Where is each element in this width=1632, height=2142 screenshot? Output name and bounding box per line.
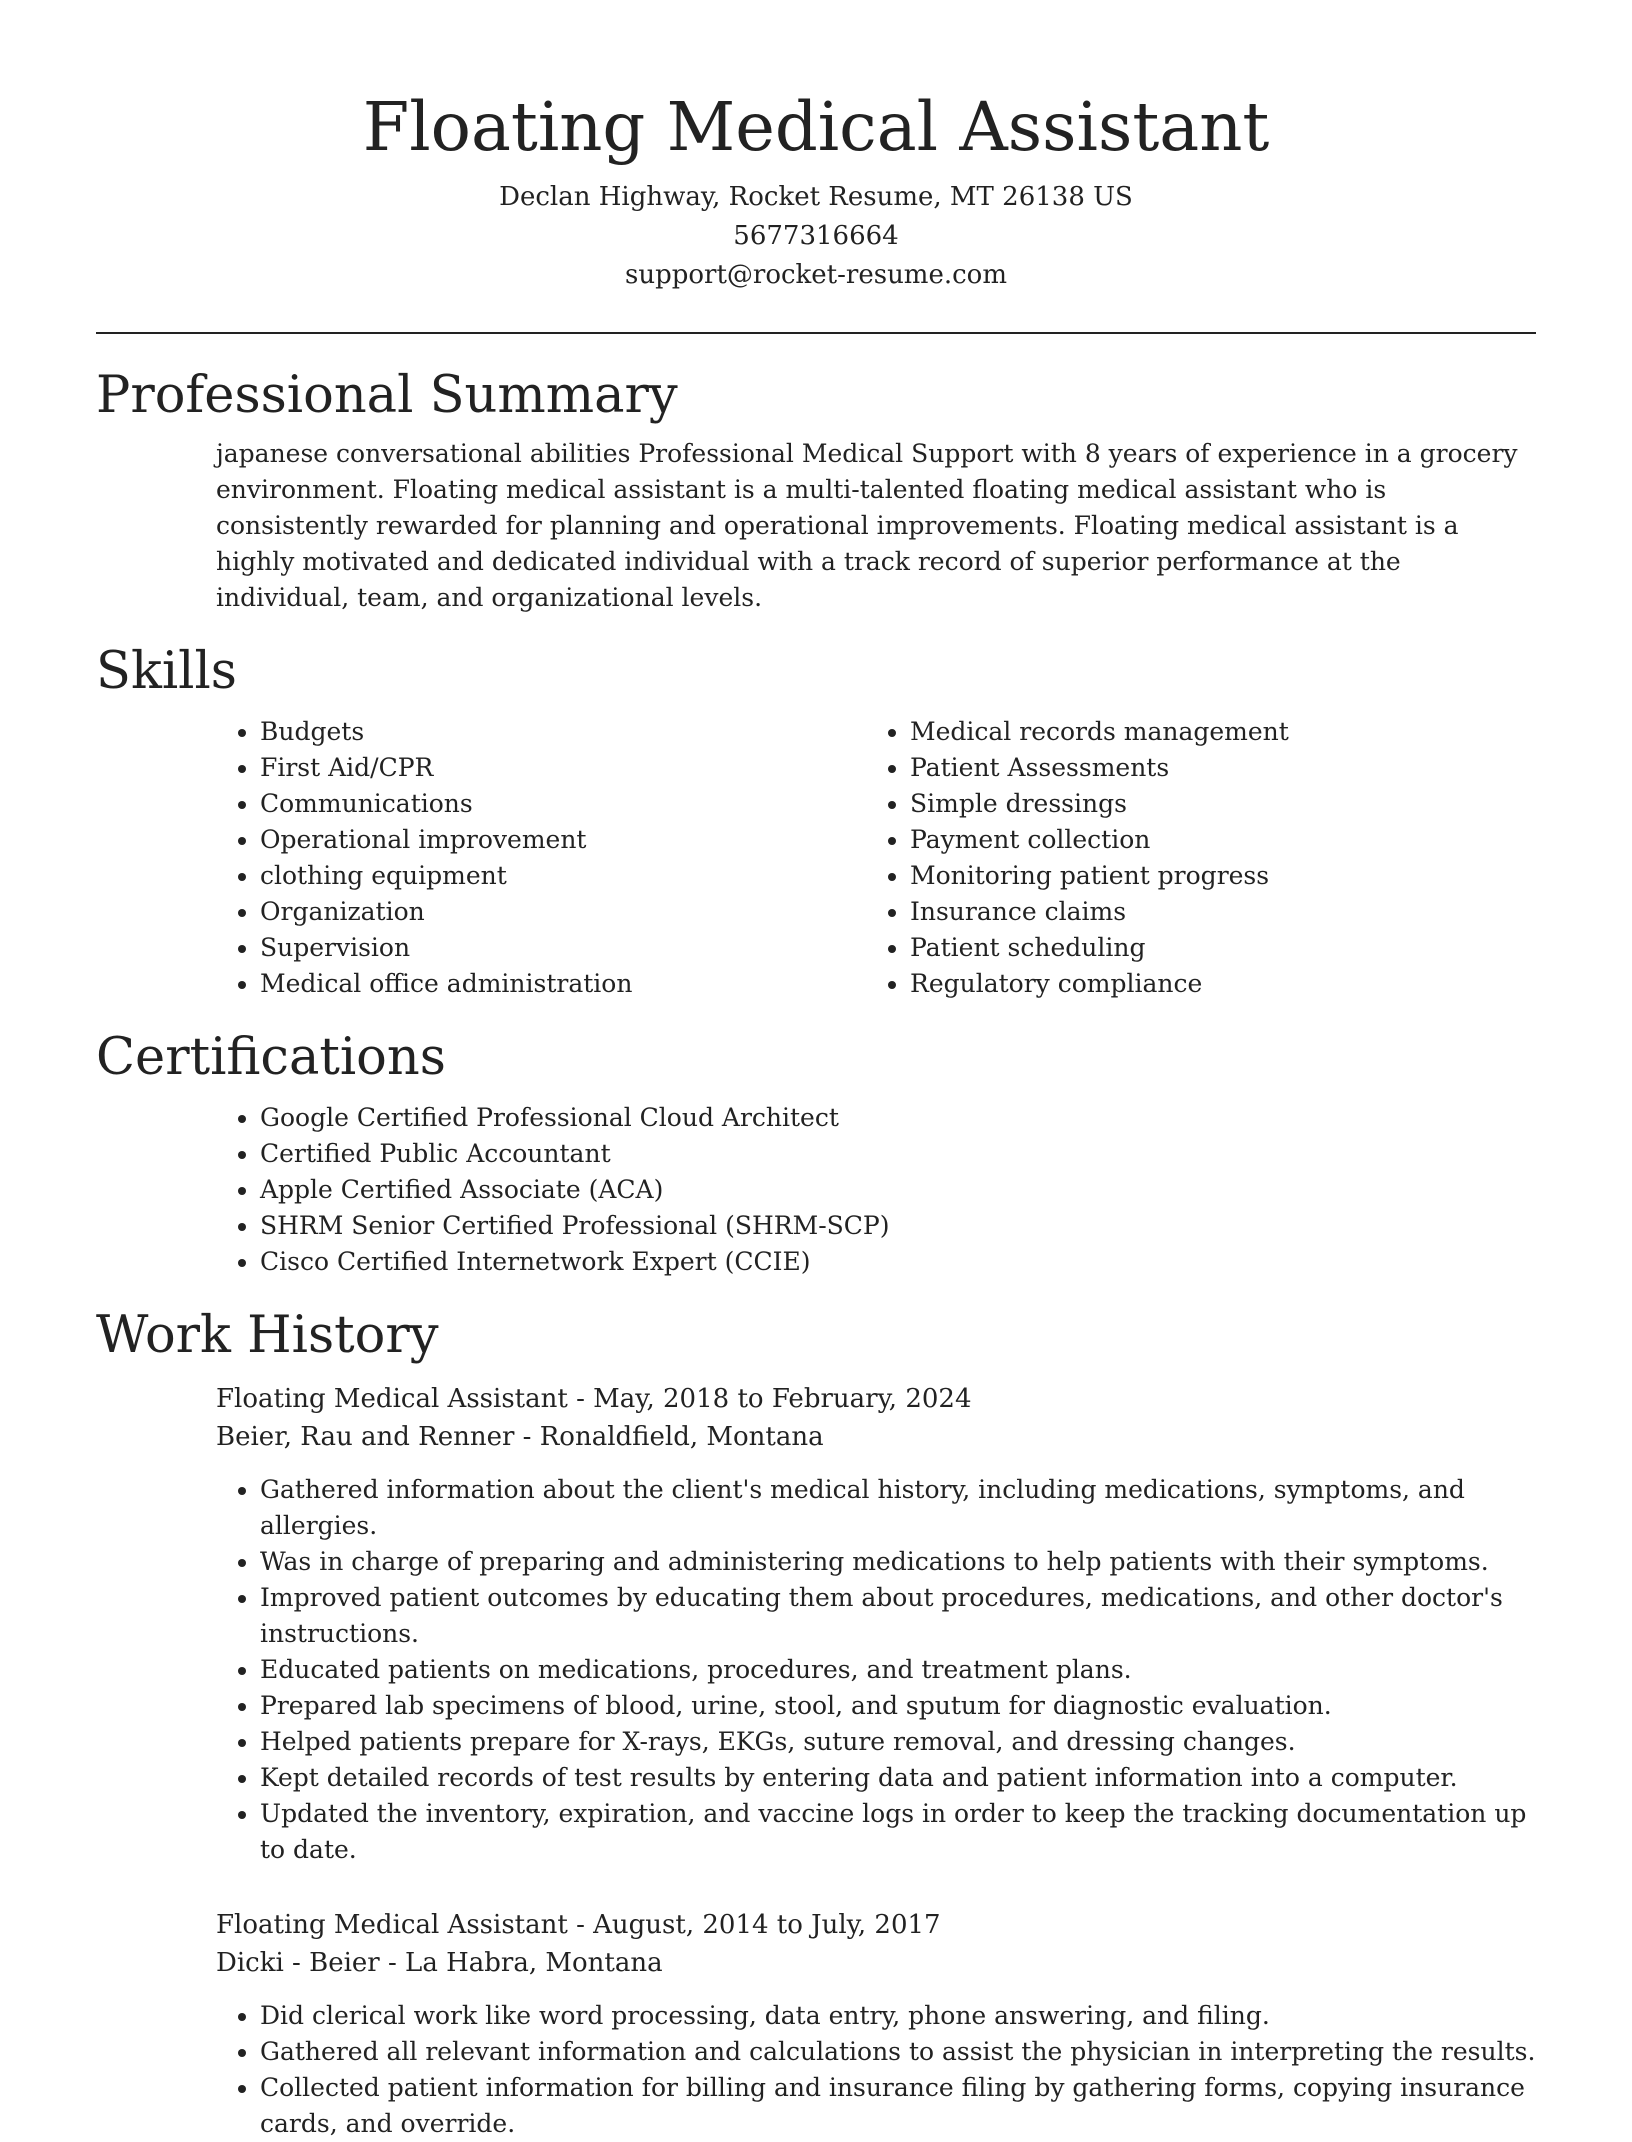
- skills-columns: [216, 714, 1536, 1002]
- job-title-line: [216, 1380, 1536, 1418]
- job-bullets: [216, 1998, 1536, 2142]
- skill-item: • Monitoring patient progress: [910, 858, 1516, 894]
- job-location: - La Habra, Montana: [379, 1948, 663, 1978]
- skill-item: • Operational improvement: [260, 822, 866, 858]
- job-company: Beier, Rau and Renner: [216, 1422, 515, 1452]
- job-bullet: • Did clerical work like word processing, data entry, phone answering, and filing.: [260, 1998, 1536, 2034]
- summary-heading: Professional Summary: [96, 366, 678, 425]
- job-company: Dicki - Beier: [216, 1948, 380, 1978]
- skill-item: • Insurance claims: [910, 894, 1516, 930]
- skill-item: • Simple dressings: [910, 786, 1516, 822]
- phone: 5677316664: [733, 221, 899, 251]
- skill-item: • Budgets: [260, 714, 866, 750]
- summary-section: [96, 364, 1536, 616]
- skill-item: • First Aid/CPR: [260, 750, 866, 786]
- skill-item: • Organization: [260, 894, 866, 930]
- certifications-heading: Certifications: [96, 1028, 446, 1087]
- certification-item: • Google Certified Professional Cloud Architect: [260, 1100, 1536, 1136]
- job-bullet: • Was in charge of preparing and administering medications to help patients with their symptoms.: [260, 1544, 1536, 1580]
- job-entry: [216, 1380, 1536, 1868]
- job-bullet: • Educated patients on medications, procedures, and treatment plans.: [260, 1652, 1536, 1688]
- skills-column-right: [866, 714, 1516, 1002]
- skill-item: • Communications: [260, 786, 866, 822]
- skills-list-right: [866, 714, 1516, 1002]
- job-dates: - May, 2018 to February, 2024: [567, 1384, 972, 1414]
- certification-item: • Cisco Certified Internetwork Expert (CCIE): [260, 1244, 1536, 1280]
- job-bullet: • Gathered all relevant information and calculations to assist the physician in interpreting the results.: [260, 2034, 1536, 2070]
- job-bullet: • Collected patient information for billing and insurance filing by gathering forms, copying insurance cards, and override.: [260, 2070, 1536, 2142]
- address: Declan Highway, Rocket Resume, MT 26138 US: [499, 182, 1133, 212]
- skill-item: • Payment collection: [910, 822, 1516, 858]
- skills-section: [96, 640, 1536, 1002]
- job-entry: [216, 1906, 1536, 2142]
- skill-item: • clothing equipment: [260, 858, 866, 894]
- certifications-list: [216, 1100, 1536, 1280]
- job-location: - Ronaldfield, Montana: [514, 1422, 824, 1452]
- job-bullet: • Gathered information about the client's medical history, including medications, symptoms, and allergies.: [260, 1472, 1536, 1544]
- skill-item: • Patient scheduling: [910, 930, 1516, 966]
- certification-item: • Certified Public Accountant: [260, 1136, 1536, 1172]
- header-divider: [96, 332, 1536, 334]
- skills-column-left: [216, 714, 866, 1002]
- job-bullet: • Updated the inventory, expiration, and vaccine logs in order to keep the tracking documentation up to date.: [260, 1796, 1536, 1868]
- job-role: Floating Medical Assistant: [216, 1910, 568, 1940]
- skill-item: • Medical records management: [910, 714, 1516, 750]
- job-role: Floating Medical Assistant: [216, 1384, 568, 1414]
- skills-heading: Skills: [96, 642, 237, 701]
- skills-list-left: [216, 714, 866, 1002]
- skill-item: • Medical office administration: [260, 966, 866, 1002]
- job-bullets: [216, 1472, 1536, 1868]
- resume-header: [96, 0, 1536, 295]
- work-history-section: [96, 1304, 1536, 2142]
- skill-item: • Regulatory compliance: [910, 966, 1516, 1002]
- job-bullet: • Kept detailed records of test results by entering data and patient information into a computer.: [260, 1760, 1536, 1796]
- contact-info: [96, 178, 1536, 295]
- certification-item: • SHRM Senior Certified Professional (SHRM-SCP): [260, 1208, 1536, 1244]
- job-title-line: [216, 1906, 1536, 1944]
- job-company-line: [216, 1944, 1536, 1982]
- job-bullets-wrap: [216, 1472, 1536, 1868]
- certification-item: • Apple Certified Associate (ACA): [260, 1172, 1536, 1208]
- skill-item: • Patient Assessments: [910, 750, 1516, 786]
- job-bullet: • Improved patient outcomes by educating them about procedures, medications, and other doctor's instructions.: [260, 1580, 1536, 1652]
- certifications-list-wrap: [216, 1100, 1536, 1280]
- job-bullet: • Prepared lab specimens of blood, urine, stool, and sputum for diagnostic evaluation.: [260, 1688, 1536, 1724]
- work-history-heading: Work History: [96, 1306, 439, 1365]
- email: support@rocket-resume.com: [624, 260, 1007, 290]
- summary-text: japanese conversational abilities Professional Medical Support with 8 years of experience in a grocery environment. Floating medical assistant is a multi-talented floating medical assistant who is consistently rewarded for planning and operational improvements. Floating medical assistant is a highly motivated and dedicated individual with a track record of superior performance at the individual, team, and organizational levels.: [216, 439, 1518, 612]
- resume-title: Floating Medical Assistant: [362, 88, 1270, 166]
- skill-item: • Supervision: [260, 930, 866, 966]
- job-bullet: • Helped patients prepare for X-rays, EKGs, suture removal, and dressing changes.: [260, 1724, 1536, 1760]
- certifications-section: [96, 1026, 1536, 1280]
- job-company-line: [216, 1418, 1536, 1456]
- job-bullets-wrap: [216, 1998, 1536, 2142]
- job-dates: - August, 2014 to July, 2017: [567, 1910, 941, 1940]
